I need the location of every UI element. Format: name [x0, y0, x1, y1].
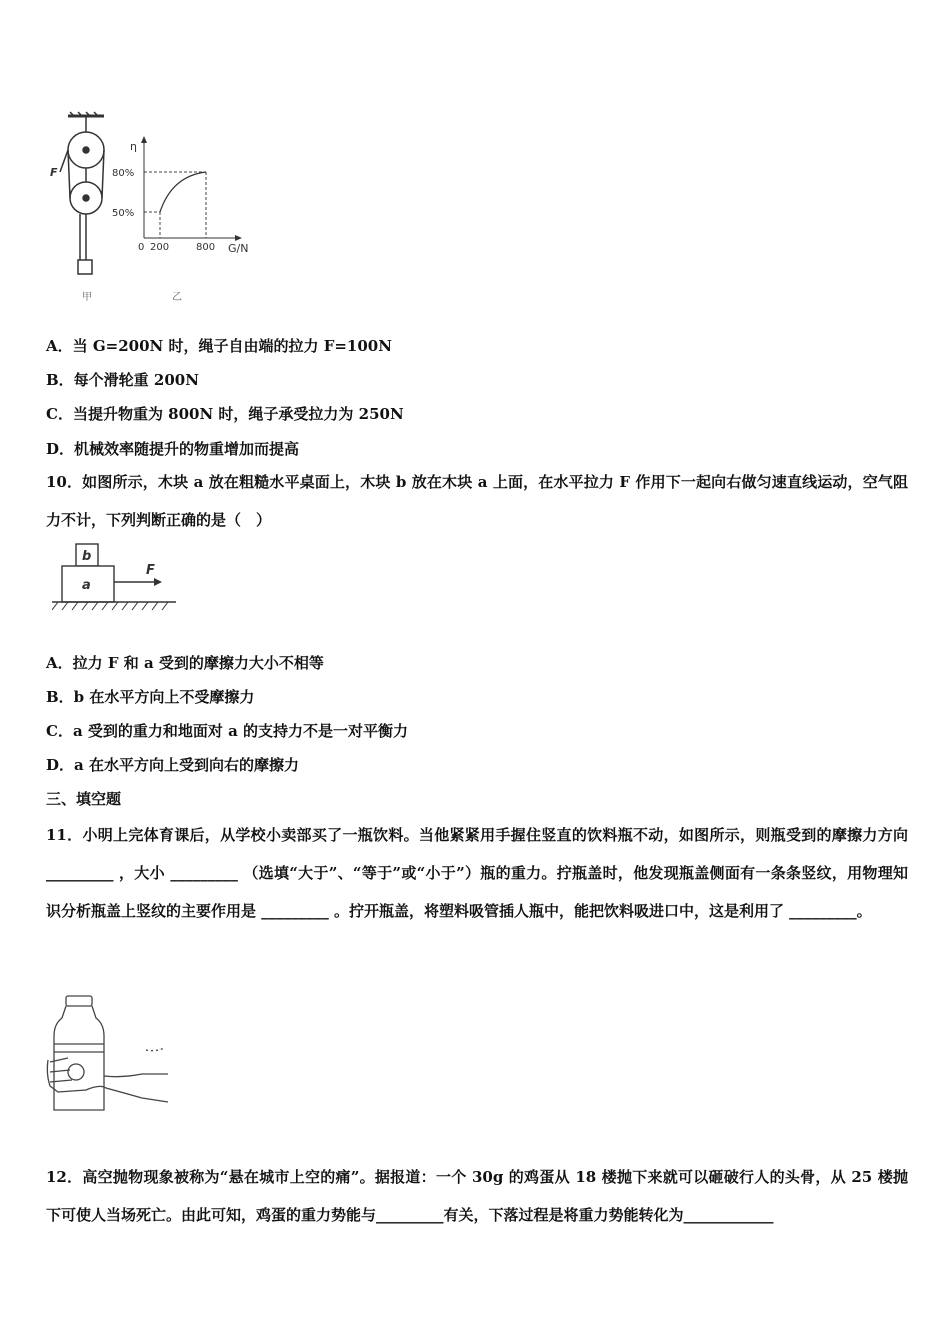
pulley-diagram	[60, 112, 104, 274]
caption-yi: 乙	[172, 292, 182, 303]
force-label: F	[50, 166, 58, 179]
y-tick-50: 50%	[112, 208, 135, 219]
block-b-label: b	[82, 549, 92, 564]
q12-stem: 12．高空抛物现象被称为“悬在城市上空的痛”。据报道：一个 30g 的鸡蛋从 18 楼抛下来就可以砸破行人的头骨，从 25 楼抛下可使人当场死亡。由此可知，鸡蛋的重力势能与_________有关，下落过程是将重力势能转化为____________	[46, 1168, 908, 1224]
q9-option-b: B．每个滑轮重 200N	[46, 371, 199, 389]
y-axis-label: η	[130, 140, 137, 153]
q10-option-d: D．a 在水平方向上受到向右的摩擦力	[46, 756, 299, 774]
q11-stem: 11．小明上完体育课后，从学校小卖部买了一瓶饮料。当他紧紧用手握住竖直的饮料瓶不动，如图所示，则瓶受到的摩擦力方向 _________ ，大小 _________ （选填“大于”、“等于”或“小于”）瓶的重力。拧瓶盖时，他发现瓶盖侧面有一条条竖纹，用物理知识分析瓶盖上竖纹的主要作用是 _________ 。拧开瓶盖，将塑料吸管插人瓶中，能把饮料吸进口中，这是利用了 _________。	[46, 826, 908, 920]
caption-jia: 甲	[82, 292, 92, 303]
block-a-label: a	[82, 578, 91, 593]
q9-option-d: D．机械效率随提升的物重增加而提高	[46, 440, 300, 458]
y-tick-80: 80%	[112, 168, 135, 179]
x-tick-800: 800	[196, 242, 216, 253]
x-tick-0: 0	[138, 242, 145, 253]
x-axis-label: G/N	[228, 242, 249, 255]
q9-figure	[46, 110, 276, 305]
efficiency-graph	[112, 136, 248, 255]
q10-stem: 10．如图所示，木块 a 放在粗糙水平桌面上，木块 b 放在木块 a 上面，在水平拉力 F 作用下一起向右做匀速直线运动，空气阻力不计，下列判断正确的是（ ）	[46, 473, 908, 529]
q10-figure	[52, 540, 182, 612]
q9-option-a: A．当 G=200N 时，绳子自由端的拉力 F=100N	[46, 337, 392, 355]
q9-option-c: C．当提升物重为 800N 时，绳子承受拉力为 250N	[46, 405, 404, 423]
q10-option-a: A．拉力 F 和 a 受到的摩擦力大小不相等	[46, 654, 324, 672]
section-title: 三、填空题	[46, 790, 122, 808]
q10-option-b: B．b 在水平方向上不受摩擦力	[46, 688, 255, 706]
x-tick-200: 200	[150, 242, 170, 253]
force-f-label: F	[146, 563, 155, 578]
q10-option-c: C．a 受到的重力和地面对 a 的支持力不是一对平衡力	[46, 722, 409, 740]
q11-figure	[46, 992, 172, 1118]
